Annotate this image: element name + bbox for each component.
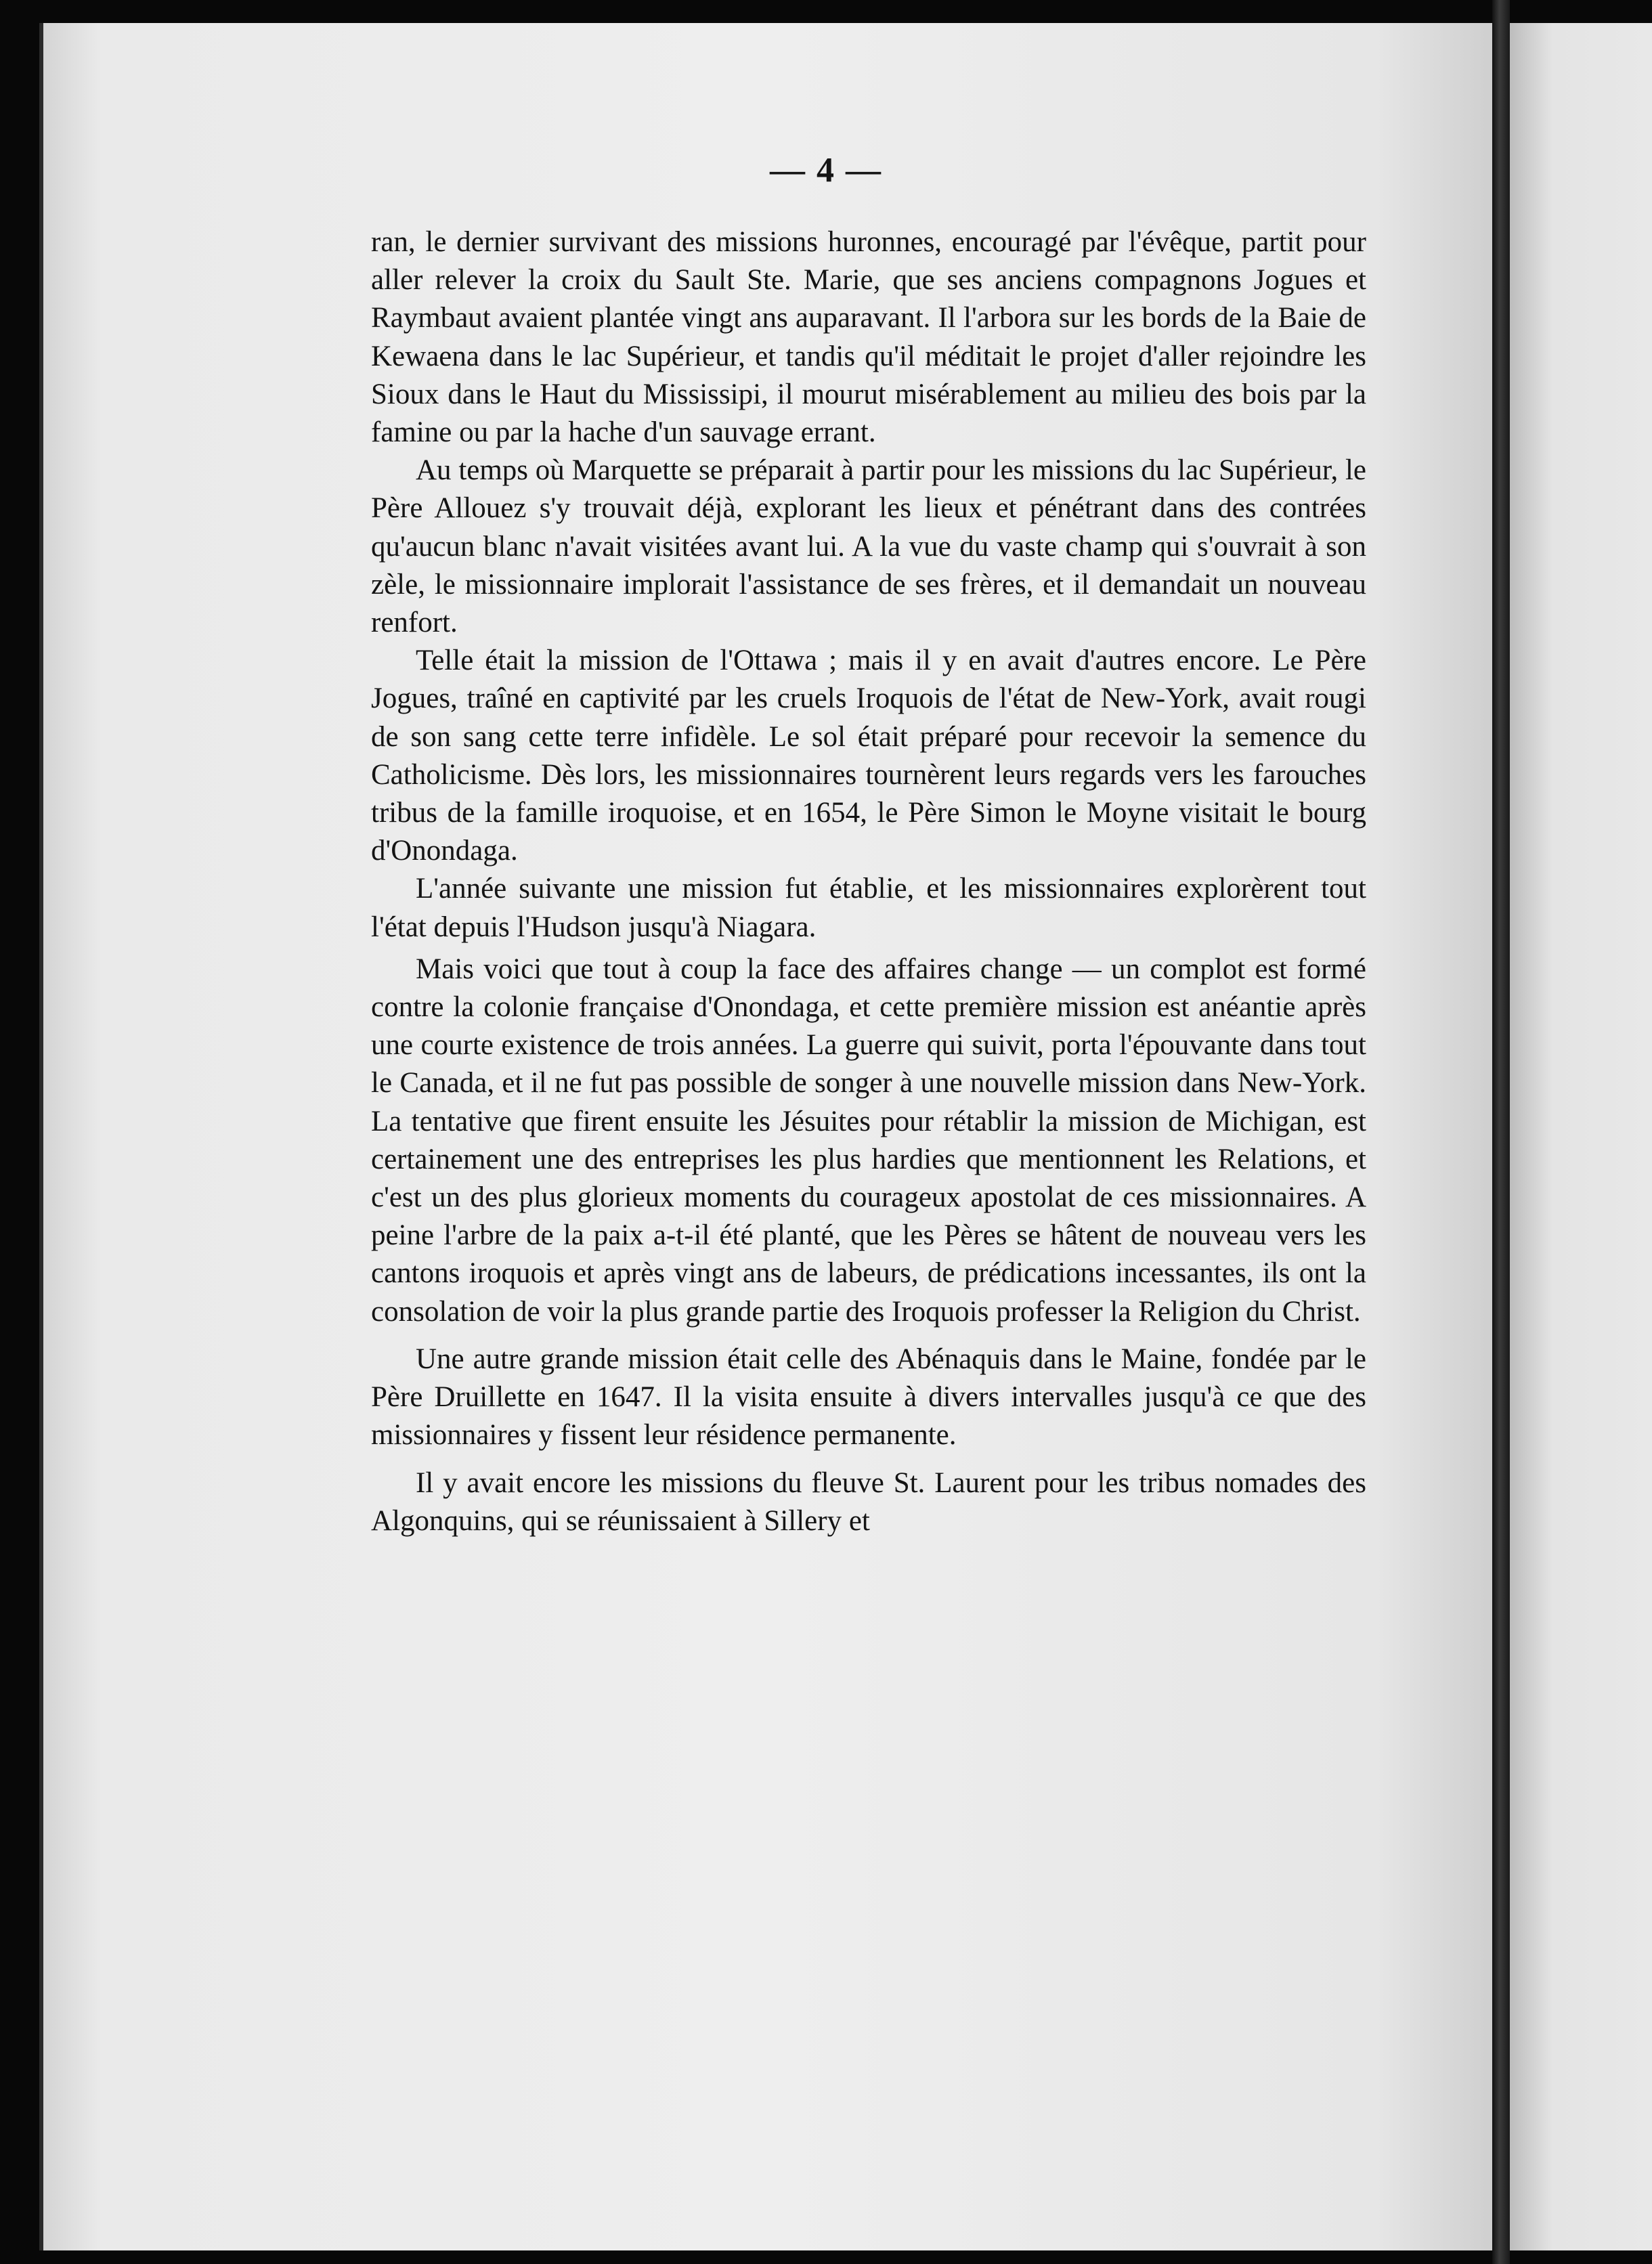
paragraph-2: Au temps où Marquette se préparait à partir pour les missions du lac Supérieur, le Père Allouez s'y trouvait déjà, explorant les lieux et pénétrant dans des contrées qu'aucun blanc n'avait visitées avant lui. A la vue du vaste champ qui s'ouvrait à son zèle, le missionnaire implorait l'assistance de ses frères, et il demandait un nouveau renfort.: [371, 454, 1366, 639]
paragraph-7: Il y avait encore les missions du fleuve St. Laurent pour les tribus nomades des Algonquins, qui se réunissaient à Sillery et: [371, 1466, 1366, 1537]
paragraph-3: Telle était la mission de l'Ottawa ; mais il y en avait d'autres encore. Le Père Jogues, traîné en captivité par les cruels Iroquois de l'état de New-York, avait rougi de son sang cette terre infidèle. Le sol était préparé pour recevoir la semence du Catholicisme. Dès lors, les missionnaires tournèrent leurs regards vers les farouches tribus de la famille iroquoise, et en 1654, le Père Simon le Moyne visitait le bourg d'Onondaga.: [371, 645, 1366, 867]
paragraph-5: Mais voici que tout à coup la face des affaires change — un complot est formé contre la colonie française d'Onondaga, et cette première mission est anéantie après une courte existence de trois années. La guerre qui suivit, porta l'épouvante dans tout le Canada, et il ne fut pas possible de songer à une nouvelle mission dans New-York. La tentative que firent ensuite les Jésuites pour rétablir la mission de Michigan, est certainement une des entreprises les plus hardies que mentionnent les Relations, et c'est un des plus glorieux moments du courageux apostolat de ces missionnaires. A peine l'arbre de la paix a-t-il été planté, que les Pères se hâtent de nouveau vers les cantons iroquois et après vingt ans de labeurs, de prédications incessantes, ils ont la consolation de voir la plus grande partie des Iroquois professer la Religion du Christ.: [371, 953, 1366, 1328]
page-fold-shadow: [1492, 0, 1510, 2264]
body-text: [371, 223, 1366, 1540]
paragraph-4: L'année suivante une mission fut établie, et les missionnaires explorèrent tout l'état depuis l'Hudson jusqu'à Niagara.: [371, 873, 1366, 943]
paragraph-1: ran, le dernier survivant des missions huronnes, encouragé par l'évêque, partit pour aller relever la croix du Sault Ste. Marie, que ses anciens compagnons Jogues et Raymbaut avaient plantée vingt ans auparavant. Il l'arbora sur les bords de la Baie de Kewaena dans le lac Supérieur, et tandis qu'il méditait le projet d'aller rejoindre les Sioux dans le Haut du Mississipi, il mourut misérablement au milieu des bois par la famine ou par la hache d'un sauvage errant.: [371, 226, 1366, 449]
adjacent-page-edge: [1510, 23, 1652, 2250]
page-number: — 4 —: [770, 151, 882, 190]
paragraph-6: Une autre grande mission était celle des Abénaquis dans le Maine, fondée par le Père Druillette en 1647. Il la visita ensuite à divers intervalles jusqu'à ce que des missionnaires y fissent leur résidence permanente.: [371, 1343, 1366, 1452]
